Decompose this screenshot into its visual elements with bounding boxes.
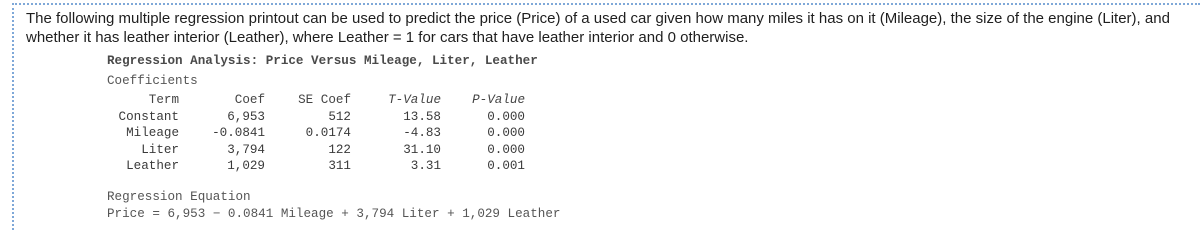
col-header-p-value: P-Value bbox=[472, 93, 525, 107]
row-mileage-coef: -0.0841 bbox=[212, 126, 265, 140]
dotted-top-border bbox=[12, 3, 1200, 5]
row-liter-coef: 3,794 bbox=[227, 143, 265, 157]
row-mileage-se-coef: 0.0174 bbox=[305, 126, 351, 140]
regression-equation-label: Regression Equation bbox=[107, 190, 251, 204]
row-leather-coef: 1,029 bbox=[227, 159, 265, 173]
row-leather-t-value: 3.31 bbox=[410, 159, 441, 173]
row-liter-se-coef: 122 bbox=[328, 143, 351, 157]
row-constant-term: Constant bbox=[118, 110, 179, 124]
row-mileage-t-value: -4.83 bbox=[403, 126, 441, 140]
row-constant-t-value: 13.58 bbox=[403, 110, 441, 124]
col-header-se-coef: SE Coef bbox=[298, 93, 351, 107]
coefficients-label: Coefficients bbox=[107, 74, 198, 88]
row-constant-p-value: 0.000 bbox=[487, 110, 525, 124]
row-liter-term: Liter bbox=[141, 143, 179, 157]
row-leather-se-coef: 311 bbox=[328, 159, 351, 173]
regression-equation: Price = 6,953 − 0.0841 Mileage + 3,794 Liter + 1,029 Leather bbox=[107, 207, 561, 221]
row-liter-t-value: 31.10 bbox=[403, 143, 441, 157]
col-header-coef: Coef bbox=[234, 93, 265, 107]
col-header-t-value: T-Value bbox=[388, 93, 441, 107]
problem-intro-text: The following multiple regression printout can be used to predict the price (Price) of a used car given how many miles it has on it (Mileage), the size of the engine (Liter), and whether it has leather interior (Leather), where Leather = 1 for cars that have leather interior and 0 otherwise. bbox=[26, 10, 1170, 46]
row-leather-p-value: 0.001 bbox=[487, 159, 525, 173]
row-constant-coef: 6,953 bbox=[227, 110, 265, 124]
row-liter-p-value: 0.000 bbox=[487, 143, 525, 157]
row-leather-term: Leather bbox=[126, 159, 179, 173]
report-title: Regression Analysis: Price Versus Mileage, Liter, Leather bbox=[107, 54, 538, 68]
col-header-term: Term bbox=[148, 93, 179, 107]
row-constant-se-coef: 512 bbox=[328, 110, 351, 124]
dotted-left-border bbox=[12, 3, 14, 230]
row-mileage-term: Mileage bbox=[126, 126, 179, 140]
row-mileage-p-value: 0.000 bbox=[487, 126, 525, 140]
